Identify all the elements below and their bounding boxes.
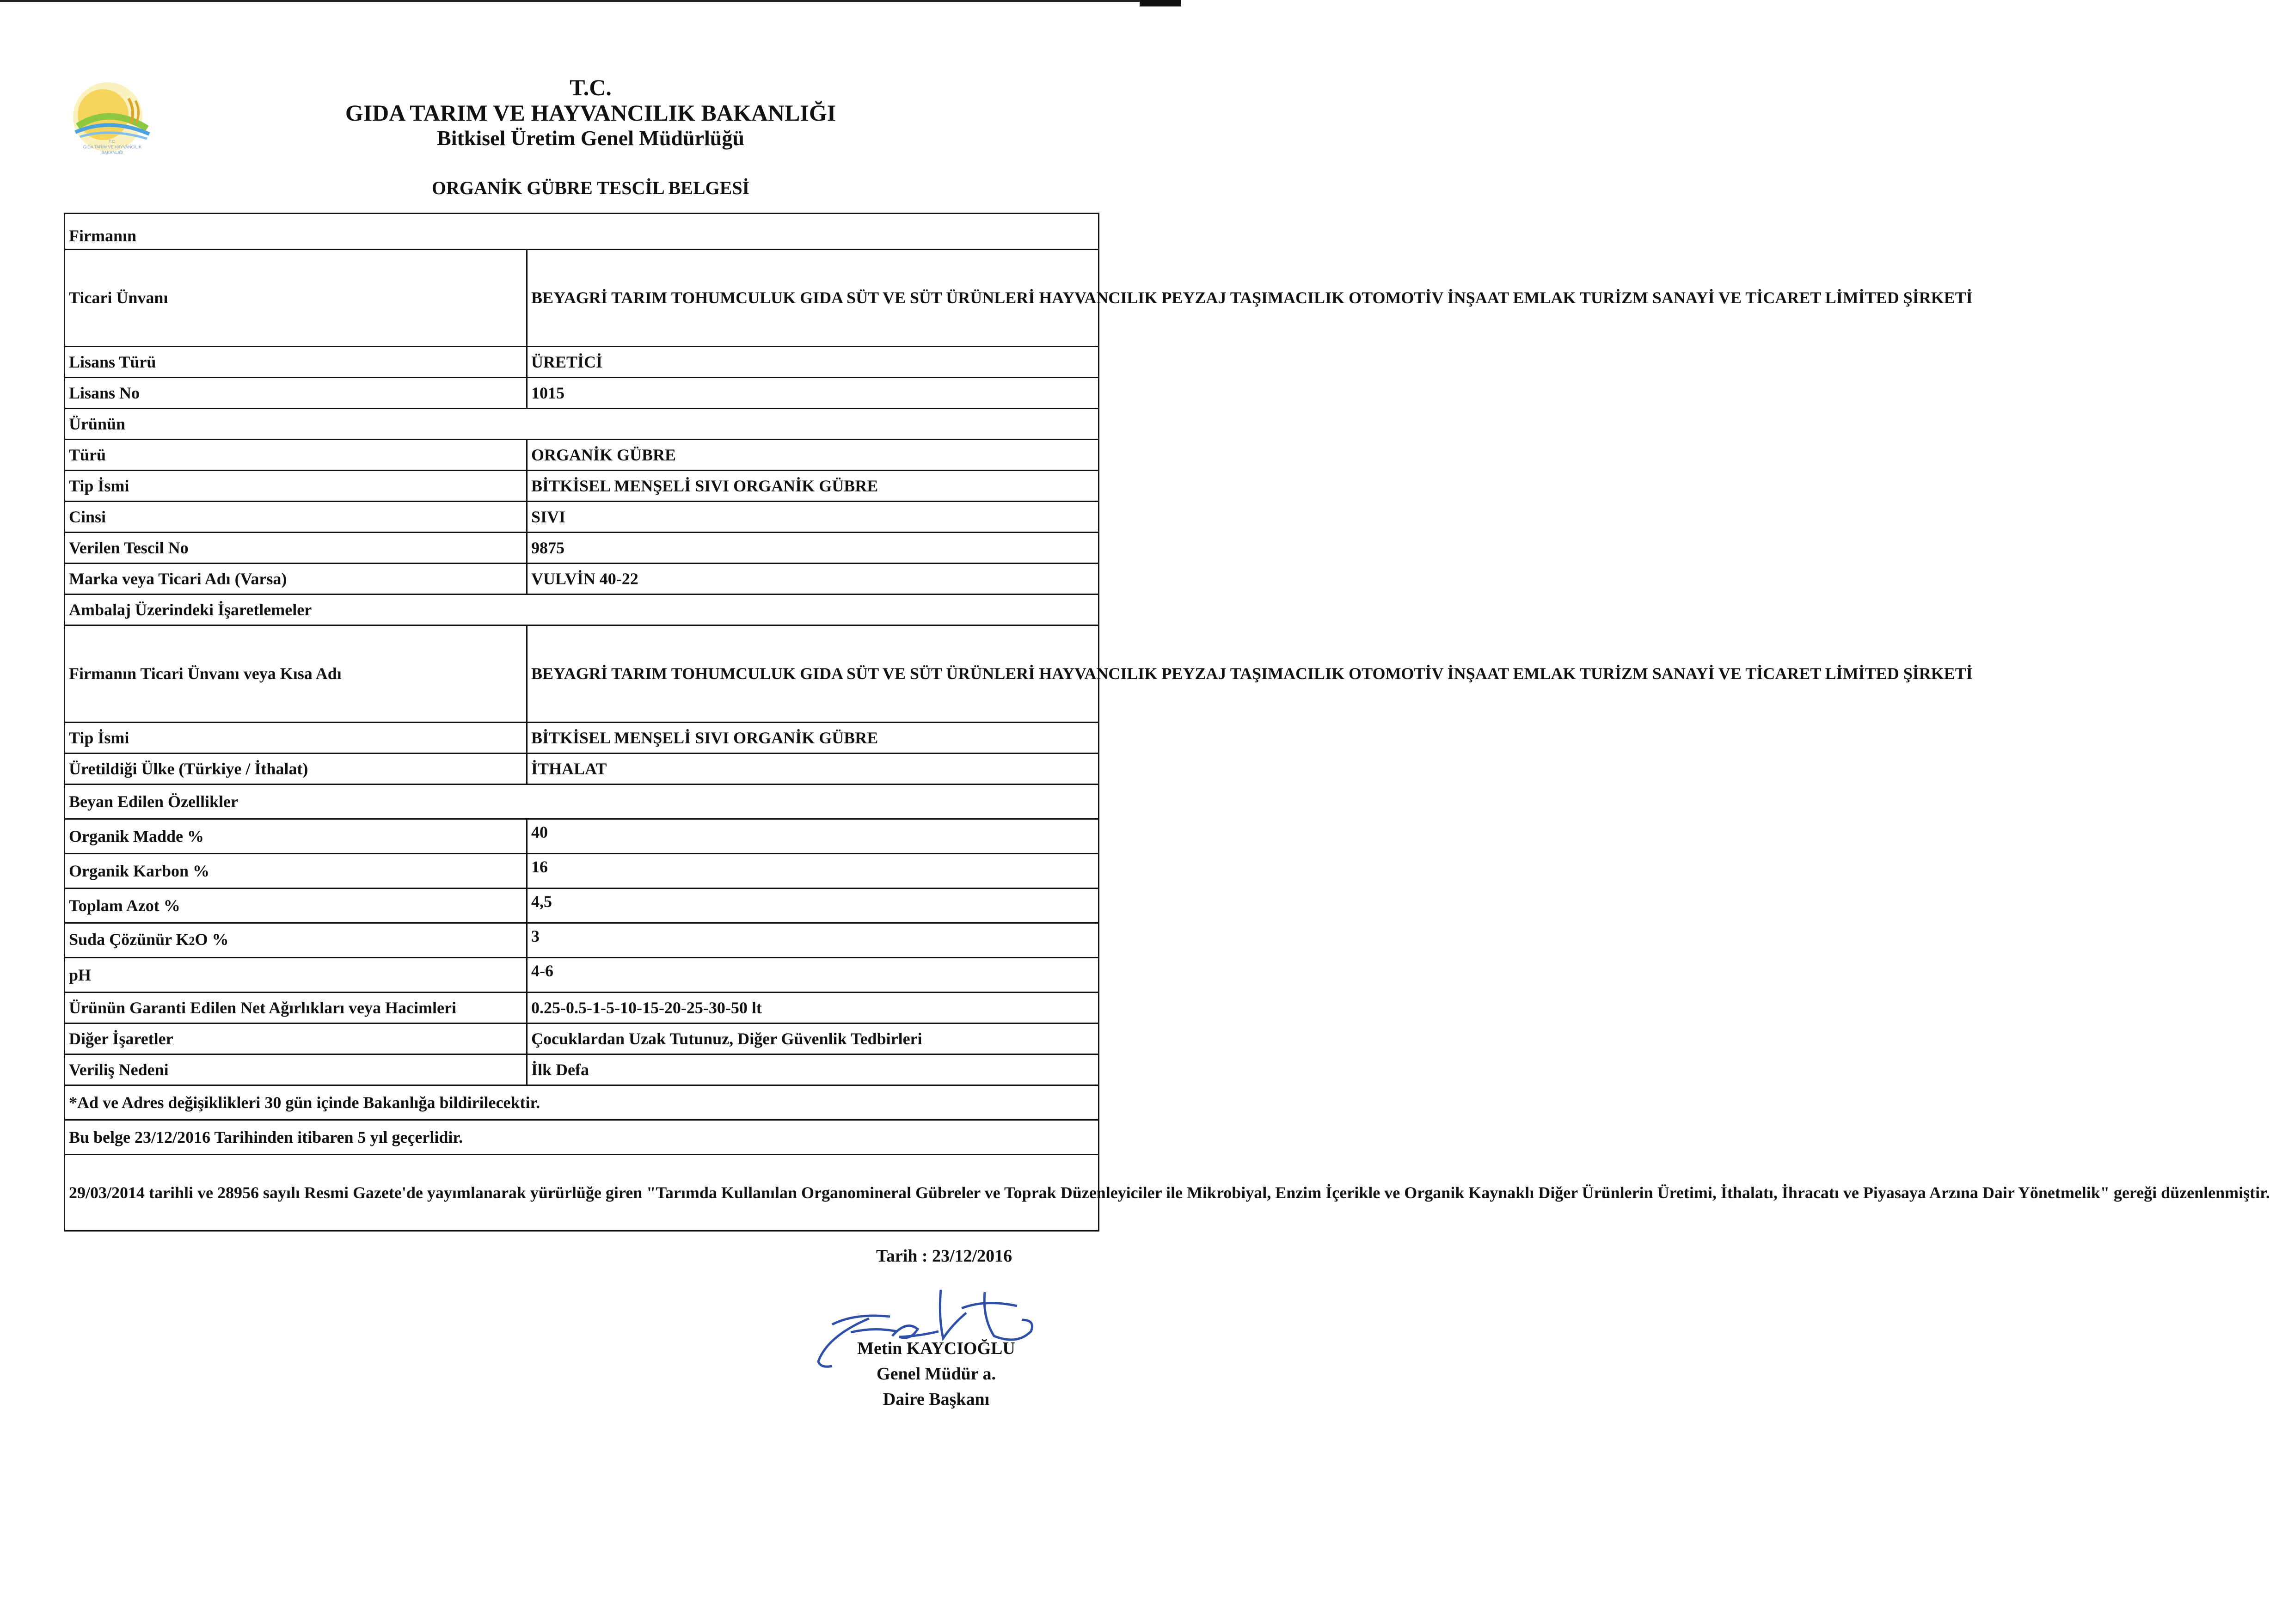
table-row <box>65 471 1099 502</box>
table-row <box>65 250 1099 347</box>
organic-carbon-value: 16 <box>527 854 1099 889</box>
section-firm: Firmanın <box>65 214 1099 250</box>
table-row <box>65 1120 1099 1155</box>
issue-reason-label: Veriliş Nedeni <box>65 1054 527 1085</box>
address-change-note: *Ad ve Adres değişiklikleri 30 gün içinde Bakanlığa bildirilecektir. <box>65 1085 1099 1120</box>
regulation-note: 29/03/2014 tarihli ve 28956 sayılı Resmi Gazete'de yayımlanarak yürürlüğe giren "Tarımda Kullanılan Organomineral Gübreler ve Toprak Düzenleyiciler ile Mikrobiyal, Enzim İçerikle ve Organik Kaynaklı Diğer Ürünlerin Üretimi, İthalatı, İhracatı ve Piyasaya Arzına Dair Yönetmelik" gereği düzenlenmiştir. <box>65 1155 1099 1231</box>
signer-department: Daire Başkanı <box>883 1390 990 1409</box>
type-name-value: BİTKİSEL MENŞELİ SIVI ORGANİK GÜBRE <box>527 471 1099 502</box>
organic-carbon-label: Organik Karbon % <box>65 854 527 889</box>
ph-label: pH <box>65 958 527 993</box>
packaging-firm-name-label: Firmanın Ticari Ünvanı veya Kısa Adı <box>65 625 527 723</box>
brand-value: VULVİN 40-22 <box>527 564 1099 594</box>
signer-title: Genel Müdür a. <box>877 1364 996 1384</box>
table-row <box>65 889 1099 923</box>
signer-name: Metin KAYCIOĞLU <box>857 1339 1015 1358</box>
logo-caption: T.C. GIDA TARIM VE HAYVANCILIK BAKANLIĞI <box>83 139 142 155</box>
header-ministry: GIDA TARIM VE HAYVANCILIK BAKANLIĞI <box>345 100 836 126</box>
top-corner-mark <box>1140 0 1181 6</box>
k2o-value: 3 <box>527 923 1099 958</box>
issue-reason-value: İlk Defa <box>527 1054 1099 1085</box>
license-no-value: 1015 <box>527 378 1099 409</box>
total-nitrogen-value: 4,5 <box>527 889 1099 923</box>
type-name-label: Tip İsmi <box>65 471 527 502</box>
table-row <box>65 347 1099 378</box>
table-row <box>65 1155 1099 1231</box>
section-properties: Beyan Edilen Özellikler <box>65 784 1099 819</box>
table-row <box>65 754 1099 784</box>
table-row <box>65 958 1099 993</box>
table-row <box>65 1054 1099 1085</box>
packaging-firm-name-value: BEYAGRİ TARIM TOHUMCULUK GIDA SÜT VE SÜT ÜRÜNLERİ HAYVANCILIK PEYZAJ TAŞIMACILIK OTOMOTİV İNŞAAT EMLAK TURİZM SANAYİ VE TİCARET LİMİTED ŞİRKETİ <box>527 625 1099 723</box>
table-row <box>65 564 1099 594</box>
brand-label: Marka veya Ticari Adı (Varsa) <box>65 564 527 594</box>
table-row <box>65 923 1099 958</box>
table-row <box>65 993 1099 1023</box>
packaging-type-name-label: Tip İsmi <box>65 723 527 754</box>
section-packaging: Ambalaj Üzerindeki İşaretlemeler <box>65 594 1099 625</box>
k2o-label: Suda Çözünür K2O % <box>65 923 527 958</box>
table-row <box>65 819 1099 854</box>
table-row <box>65 1023 1099 1054</box>
license-no-label: Lisans No <box>65 378 527 409</box>
table-row <box>65 594 1099 625</box>
product-type-label: Türü <box>65 440 527 471</box>
table-row <box>65 502 1099 533</box>
trade-name-label: Ticari Ünvanı <box>65 250 527 347</box>
top-border-line <box>0 0 1181 2</box>
product-type-value: ORGANİK GÜBRE <box>527 440 1099 471</box>
license-type-label: Lisans Türü <box>65 347 527 378</box>
trade-name-value: BEYAGRİ TARIM TOHUMCULUK GIDA SÜT VE SÜT ÜRÜNLERİ HAYVANCILIK PEYZAJ TAŞIMACILIK OTOMOTİV İNŞAAT EMLAK TURİZM SANAYİ VE TİCARET LİMİTED ŞİRKETİ <box>527 250 1099 347</box>
total-nitrogen-label: Toplam Azot % <box>65 889 527 923</box>
ph-value: 4-6 <box>527 958 1099 993</box>
document-title: ORGANİK GÜBRE TESCİL BELGESİ <box>431 178 750 198</box>
header-tc: T.C. <box>570 74 612 100</box>
table-row <box>65 723 1099 754</box>
issue-date: Tarih : 23/12/2016 <box>876 1246 1012 1266</box>
registration-no-value: 9875 <box>527 533 1099 564</box>
registration-no-label: Verilen Tescil No <box>65 533 527 564</box>
table-row <box>65 625 1099 723</box>
section-product: Ürünün <box>65 409 1099 440</box>
packaging-type-name-value: BİTKİSEL MENŞELİ SIVI ORGANİK GÜBRE <box>527 723 1099 754</box>
other-marks-label: Diğer İşaretler <box>65 1023 527 1054</box>
origin-country-label: Üretildiği Ülke (Türkiye / İthalat) <box>65 754 527 784</box>
form-value: SIVI <box>527 502 1099 533</box>
other-marks-value: Çocuklardan Uzak Tutunuz, Diğer Güvenlik Tedbirleri <box>527 1023 1099 1054</box>
table-row <box>65 214 1099 250</box>
table-row <box>65 1085 1099 1120</box>
table-row <box>65 854 1099 889</box>
table-row <box>65 409 1099 440</box>
origin-country-value: İTHALAT <box>527 754 1099 784</box>
certificate-table <box>64 213 2270 1232</box>
table-row <box>65 440 1099 471</box>
form-label: Cinsi <box>65 502 527 533</box>
license-type-value: ÜRETİCİ <box>527 347 1099 378</box>
table-row <box>65 784 1099 819</box>
validity-note: Bu belge 23/12/2016 Tarihinden itibaren 5 yıl geçerlidir. <box>65 1120 1099 1155</box>
organic-matter-value: 40 <box>527 819 1099 854</box>
header-directorate: Bitkisel Üretim Genel Müdürlüğü <box>437 126 744 150</box>
net-weight-label: Ürünün Garanti Edilen Net Ağırlıkları veya Hacimleri <box>65 993 527 1023</box>
net-weight-value: 0.25-0.5-1-5-10-15-20-25-30-50 lt <box>527 993 1099 1023</box>
table-row <box>65 533 1099 564</box>
organic-matter-label: Organik Madde % <box>65 819 527 854</box>
table-row <box>65 378 1099 409</box>
